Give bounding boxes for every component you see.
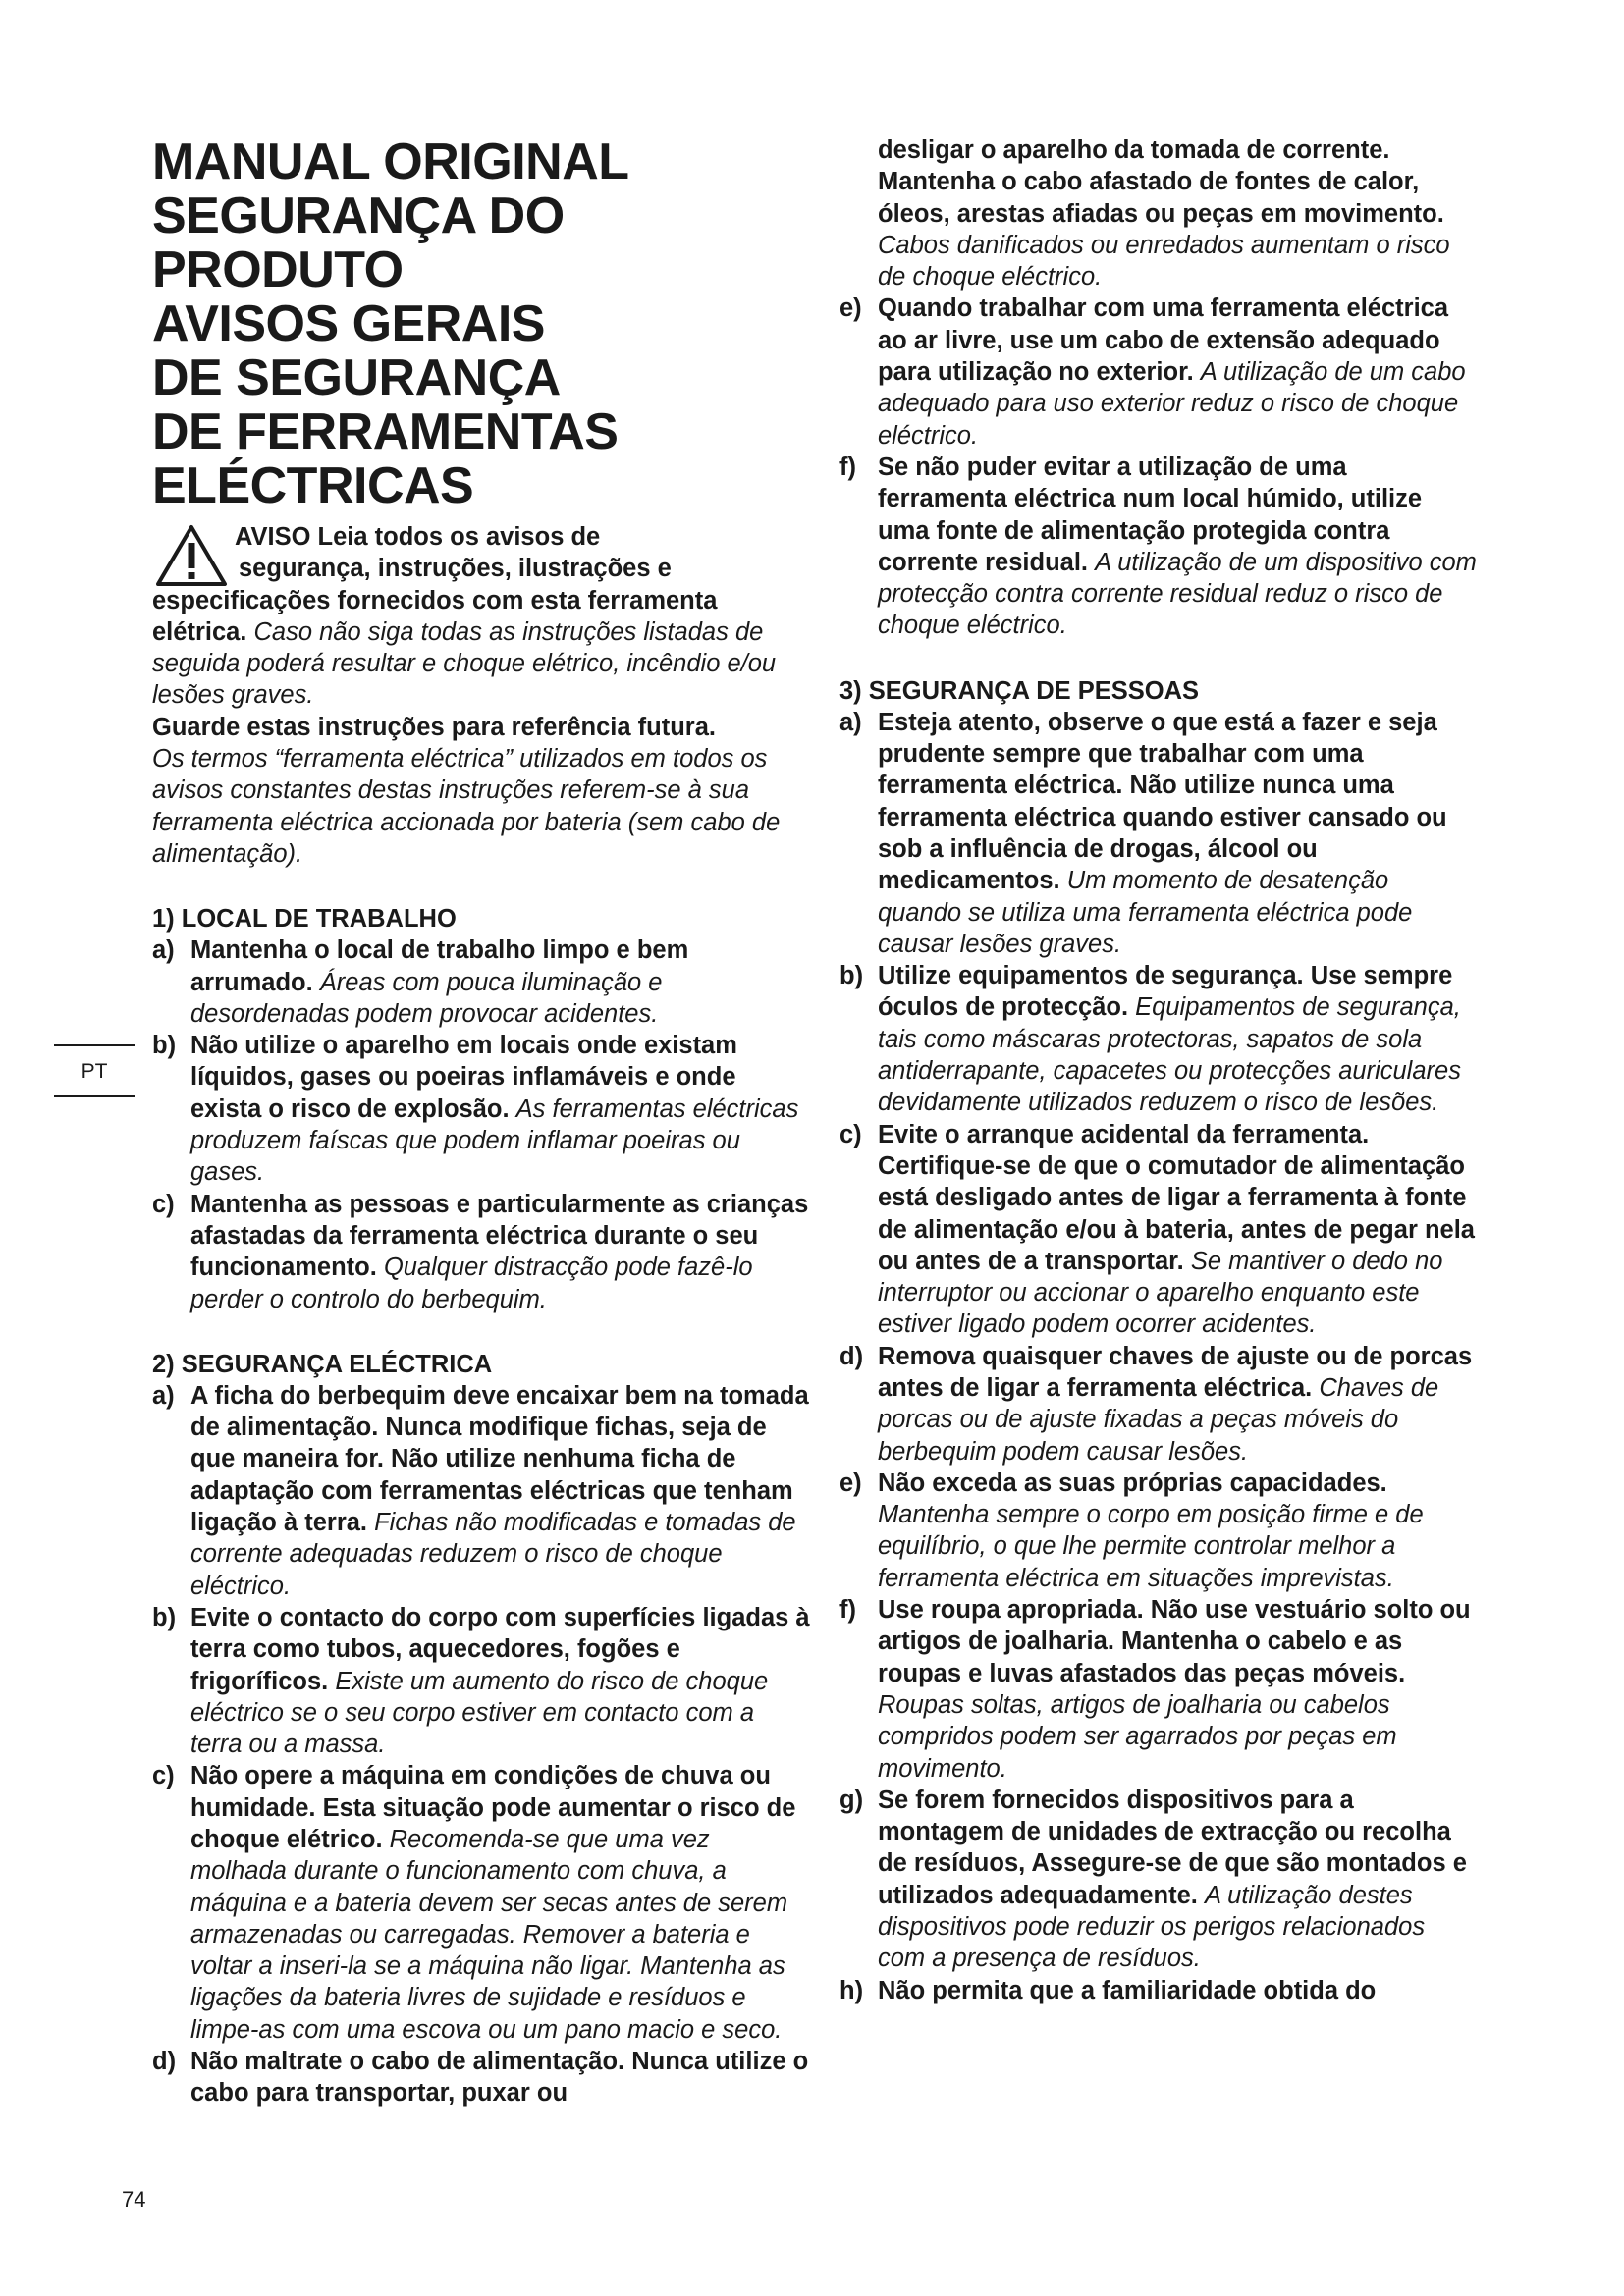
page-number: 74	[122, 2187, 146, 2212]
item-bold: Não permita que a familiaridade obtida do	[878, 1976, 1377, 2004]
item-bold: Esteja atento, observe o que está a fazer e seja prudente sempre que trabalhar com uma ferramenta eléctrica. Não utilize nunca uma ferramenta eléctrica quando estiver cansado ou sob a influência de drogas, álcool ou medicamentos.	[878, 708, 1447, 895]
item-label: c)	[152, 1190, 175, 1218]
item-label: e)	[839, 1468, 862, 1497]
title-line: SEGURANÇA DO PRODUTO	[152, 187, 565, 298]
list-item	[839, 1975, 1478, 2006]
item-bold: Use roupa apropriada. Não use vestuário solto ou artigos de joalharia. Mantenha o cabelo e as roupas e luvas afastados das peças móveis.	[878, 1596, 1471, 1687]
list-item	[839, 1468, 1478, 1594]
item-italic: A utilização destes dispositivos pode reduzir os perigos relacionados com a presença de resíduos.	[878, 1881, 1426, 1973]
item-italic: Roupas soltas, artigos de joalharia ou cabelos compridos podem ser agarrados por peças em movimento.	[878, 1690, 1397, 1783]
item-bold: Evite o arranque acidental da ferramenta. Certifique-se de que o comutador de alimentação está desligado antes de ligar a ferramenta à fonte de alimentação e/ou à bateria, antes de pegar nela ou antes de a transportar.	[878, 1120, 1475, 1275]
title-line: AVISOS GERAIS	[152, 295, 545, 352]
list-item	[839, 707, 1478, 960]
warning-bold: especificações fornecidos com esta ferramenta elétrica.	[152, 586, 718, 646]
warning-triangle-icon	[154, 523, 229, 588]
list-item	[839, 1785, 1478, 1975]
item-bold: A ficha do berbequim deve encaixar bem na tomada de alimentação. Nunca modifique fichas, seja de que maneira for. Não utilize nenhuma ficha de adaptação com ferramentas eléctricas que tenham ligação à terra.	[190, 1381, 809, 1537]
list-item	[152, 1030, 810, 1188]
item-label: f)	[839, 1596, 856, 1625]
list-item	[839, 1594, 1478, 1785]
item-bold: Não opere a máquina em condições de chuva ou humidade. Esta situação pode aumentar o risco de choque elétrico.	[190, 1762, 796, 1853]
language-tab	[54, 1044, 135, 1097]
item-italic: Qualquer distracção pode fazê-lo perder o controlo do berbequim.	[190, 1254, 753, 1313]
list-item	[839, 1119, 1478, 1341]
terms-note: Os termos “ferramenta eléctrica” utilizados em todos os avisos constantes destas instruções referem-se à sua ferramenta eléctrica accionada por bateria (sem cabo de alimentação).	[152, 745, 781, 868]
item-bold: Se forem fornecidos dispositivos para a montagem de unidades de extracção ou recolha de resíduos, Assegure-se de que são montados e utilizados adequadamente.	[878, 1786, 1467, 1909]
page-title	[152, 135, 810, 513]
item-label: f)	[839, 453, 856, 481]
item-label: b)	[839, 962, 864, 990]
item-bold: Evite o contacto do corpo com superfícies ligadas à terra como tubos, aquecedores, fogões e frigoríficos.	[190, 1603, 810, 1695]
warning-line-2: segurança, instruções, ilustrações e	[239, 555, 672, 583]
list-item	[152, 1602, 810, 1760]
item-bold: Mantenha o local de trabalho limpo e bem arrumado.	[190, 936, 689, 996]
item-italic: A utilização de um cabo adequado para uso exterior reduz o risco de choque eléctrico.	[878, 358, 1466, 450]
warning-body	[152, 585, 810, 712]
item-bold: Mantenha as pessoas e particularmente as crianças afastadas da ferramenta eléctrica durante o seu funcionamento.	[190, 1190, 809, 1282]
list-item	[839, 293, 1478, 451]
left-column	[152, 135, 810, 2109]
item-italic: Existe um aumento do risco de choque eléctrico se o seu corpo estiver em contacto com a terra ou a massa.	[190, 1667, 769, 1759]
item-label: g)	[839, 1786, 864, 1814]
title-line: DE FERRAMENTAS	[152, 403, 619, 460]
tab-rule-bottom	[54, 1095, 135, 1097]
item-label: b)	[152, 1603, 177, 1631]
warning-line-1: AVISO Leia todos os avisos de	[235, 523, 601, 551]
item-label: e)	[839, 294, 862, 323]
item-label: d)	[152, 2048, 177, 2076]
language-code: PT	[81, 1060, 108, 1083]
list-item	[152, 1189, 810, 1315]
item-label: d)	[839, 1342, 864, 1370]
item-bold: desligar o aparelho da tomada de corrente. Mantenha o cabo afastado de fontes de calor, óleos, arestas afiadas ou peças em movimento.	[878, 136, 1444, 228]
item-italic: Fichas não modificadas e tomadas de corrente adequadas reduzem o risco de choque eléctrico.	[190, 1509, 796, 1600]
list-item	[839, 452, 1478, 642]
item-label: a)	[152, 936, 175, 965]
item-italic: Se mantiver o dedo no interruptor ou accionar o aparelho enquanto este estiver ligado podem ocorrer acidentes.	[878, 1247, 1443, 1339]
title-line: ELÉCTRICAS	[152, 457, 474, 514]
list-item-continuation	[839, 134, 1478, 293]
item-bold: Remova quaisquer chaves de ajuste ou de porcas antes de ligar a ferramenta eléctrica.	[878, 1342, 1473, 1402]
right-column	[839, 134, 1478, 2006]
item-italic: A utilização de um dispositivo com protecção contra corrente residual reduz o risco de choque eléctrico.	[878, 548, 1477, 640]
item-italic: Áreas com pouca iluminação e desordenadas podem provocar acidentes.	[190, 968, 663, 1028]
section-work-area	[152, 903, 810, 1315]
list-item	[152, 934, 810, 1030]
item-bold: Utilize equipamentos de segurança. Use sempre óculos de protecção.	[878, 962, 1453, 1022]
item-label: c)	[839, 1120, 862, 1148]
section-heading: 1) LOCAL DE TRABALHO	[152, 905, 457, 934]
item-label: a)	[839, 708, 862, 736]
item-italic: Equipamentos de segurança, tais como máscaras protectoras, sapatos de sola antiderrapante, capacetes ou protecções auriculares devidamente utilizados reduzem o risco de lesões.	[878, 993, 1461, 1117]
item-italic: Cabos danificados ou enredados aumentam o risco de choque eléctrico.	[878, 231, 1450, 292]
item-italic: Mantenha sempre o corpo em posição firme e de equilíbrio, o que lhe permite controlar melhor a ferramenta eléctrica em situações imprevistas.	[878, 1501, 1424, 1592]
item-label: c)	[152, 1762, 175, 1790]
keep-instructions: Guarde estas instruções para referência futura.	[152, 713, 716, 741]
list-item	[839, 960, 1478, 1118]
section-electrical	[152, 1349, 810, 2109]
section-personal	[839, 675, 1478, 2006]
item-label: a)	[152, 1381, 175, 1410]
title-line: DE SEGURANÇA	[152, 349, 561, 406]
item-italic: Recomenda-se que uma vez molhada durante o funcionamento com chuva, a máquina e a bateria devem ser secas antes de serem armazenadas ou carregadas. Remover a bateria e voltar a inseri-la se a máquina não ligar. Mantenha as ligações da bateria livres de sujidade e resíduos e limpe-as com uma escova ou um pano macio e seco.	[190, 1825, 788, 2044]
section-heading: 2) SEGURANÇA ELÉCTRICA	[152, 1350, 493, 1378]
item-italic: Chaves de porcas ou de ajuste fixadas a peças móveis do berbequim podem causar lesões.	[878, 1373, 1439, 1466]
general-warning	[152, 521, 810, 870]
item-bold: Não utilize o aparelho em locais onde existam líquidos, gases ou poeiras inflamáveis e onde exista o risco de explosão.	[190, 1032, 737, 1123]
item-bold: Se não puder evitar a utilização de uma ferramenta eléctrica num local húmido, utilize uma fonte de alimentação protegida contra corrente residual.	[878, 453, 1423, 576]
item-bold: Não maltrate o cabo de alimentação. Nunca utilize o cabo para transportar, puxar ou	[190, 2048, 809, 2108]
list-item	[152, 1380, 810, 1602]
item-bold: Não exceda as suas próprias capacidades.	[878, 1468, 1387, 1497]
item-italic: As ferramentas eléctricas produzem faíscas que podem inflamar poeiras ou gases.	[190, 1095, 799, 1187]
list-item	[152, 1760, 810, 2046]
item-label: b)	[152, 1032, 177, 1060]
warning-italic: Caso não siga todas as instruções listadas de seguida poderá resultar e choque elétrico, incêndio e/ou lesões graves.	[152, 617, 777, 710]
item-bold: Quando trabalhar com uma ferramenta eléctrica ao ar livre, use um cabo de extensão adequado para utilização no exterior.	[878, 294, 1449, 387]
list-item	[839, 1341, 1478, 1468]
title-line: MANUAL ORIGINAL	[152, 133, 629, 190]
list-item	[152, 2046, 810, 2109]
item-label: h)	[839, 1976, 864, 2004]
item-italic: Um momento de desatenção quando se utiliza uma ferramenta eléctrica pode causar lesões graves.	[878, 867, 1413, 958]
section-heading: 3) SEGURANÇA DE PESSOAS	[839, 676, 1200, 705]
